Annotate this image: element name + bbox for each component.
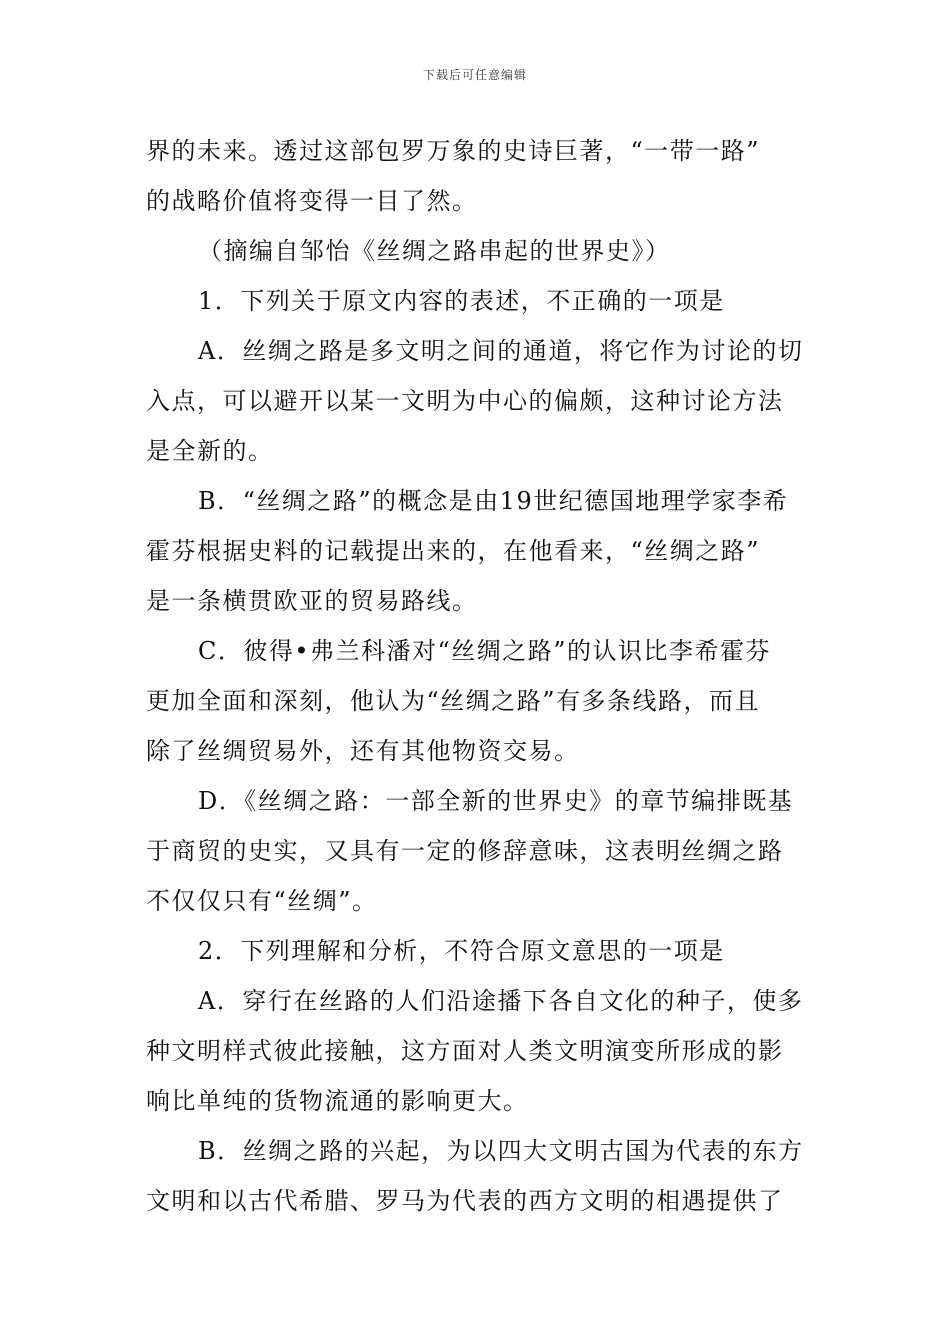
question-1: 1．下列关于原文内容的表述，不正确的一项是 [198,287,725,315]
page-header: 下载后可任意编辑 [422,68,527,82]
text-line: 是全新的。 [146,437,274,465]
text-line: 霍芬根据史料的记载提出来的，在他看来，“丝绸之路” [146,537,761,565]
text-line: 不仅仅只有“丝绸”。 [146,887,378,915]
option-2b: B．丝绸之路的兴起，为以四大文明古国为代表的东方 [198,1137,804,1165]
option-1b: B．“丝绸之路”的概念是由19世纪德国地理学家李希 [198,487,789,515]
option-1c: C．彼得•弗兰科潘对“丝绸之路”的认识比李希霍芬 [198,637,772,665]
option-2a: A．穿行在丝路的人们沿途播下各自文化的种子，使多 [198,987,804,1015]
option-1d: D．《丝绸之路：一部全新的世界史》的章节编排既基 [198,787,794,815]
text-line: 除了丝绸贸易外，还有其他物资交易。 [146,737,580,765]
text-line: 种文明样式彼此接触，这方面对人类文明演变所形成的影 [146,1037,784,1065]
source-citation: （摘编自邹怡《丝绸之路串起的世界史》） [198,237,671,265]
text-line: 的战略价值将变得一目了然。 [146,187,478,215]
text-line: 更加全面和深刻，他认为“丝绸之路”有多条线路，而且 [146,687,761,715]
option-1a: A．丝绸之路是多文明之间的通道，将它作为讨论的切 [198,337,804,365]
text-line: 是一条横贯欧亚的贸易路线。 [146,587,478,615]
document-body [146,126,814,1226]
text-line: 响比单纯的货物流通的影响更大。 [146,1087,529,1115]
text-line: 于商贸的史实，又具有一定的修辞意味，这表明丝绸之路 [146,837,784,865]
text-line: 文明和以古代希腊、罗马为代表的西方文明的相遇提供了 [146,1187,784,1215]
text-line: 界的未来。透过这部包罗万象的史诗巨著，“一带一路” [146,137,761,165]
text-line: 入点，可以避开以某一文明为中心的偏颇，这种讨论方法 [146,387,784,415]
question-2: 2．下列理解和分析，不符合原文意思的一项是 [198,937,725,965]
